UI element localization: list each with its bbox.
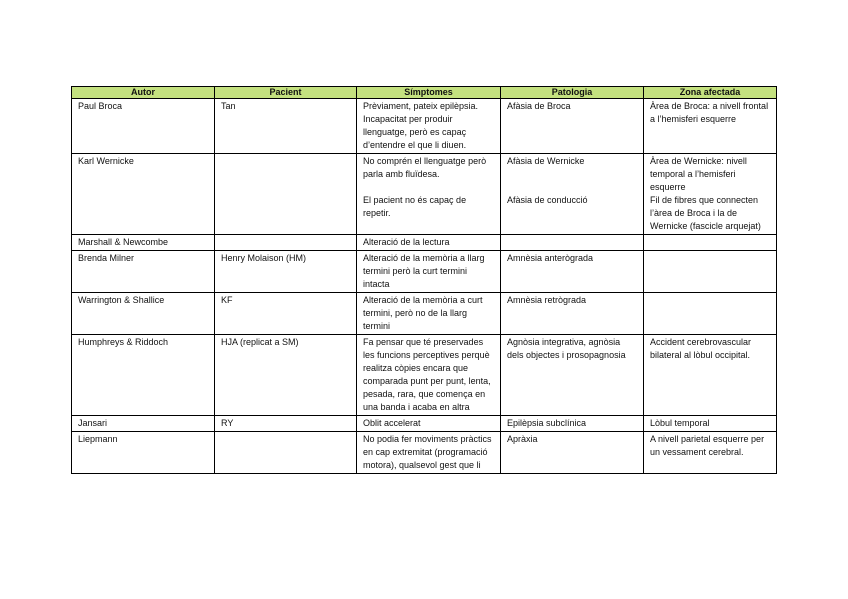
- cell-patologia: Amnèsia retrògrada: [501, 293, 644, 335]
- cell-autor: Warrington & Shallice: [72, 293, 215, 335]
- cell-pacient: [215, 432, 357, 474]
- cell-zona: [644, 293, 777, 335]
- cell-autor: Paul Broca: [72, 99, 215, 154]
- table-row: [72, 416, 777, 432]
- table-row: [72, 335, 777, 416]
- table-row: [72, 432, 777, 474]
- cell-simptomes: Alteració de la lectura: [357, 235, 501, 251]
- cell-zona: Lòbul temporal: [644, 416, 777, 432]
- header-autor: Autor: [72, 87, 215, 99]
- cell-autor: Humphreys & Riddoch: [72, 335, 215, 416]
- cell-pacient: HJA (replicat a SM): [215, 335, 357, 416]
- cell-zona: [644, 235, 777, 251]
- cell-patologia: Afàsia de Broca: [501, 99, 644, 154]
- cell-zona: [644, 251, 777, 293]
- cell-patologia: Amnèsia anterògrada: [501, 251, 644, 293]
- cell-autor: Brenda Milner: [72, 251, 215, 293]
- cell-zona: Àrea de Broca: a nivell frontal a l’hemisferi esquerre: [644, 99, 777, 154]
- cell-simptomes: Oblit accelerat: [357, 416, 501, 432]
- cell-simptomes: No podia fer moviments pràctics en cap extremitat (programació motora), qualsevol gest que li: [357, 432, 501, 474]
- cell-simptomes: Prèviament, pateix epilèpsia. Incapacitat per produir llenguatge, però es capaç d’entendre el que li diuen.: [357, 99, 501, 154]
- cell-zona: A nivell parietal esquerre per un vessament cerebral.: [644, 432, 777, 474]
- cell-simptomes: Alteració de la memòria a curt termini, però no de la llarg termini: [357, 293, 501, 335]
- cell-pacient: RY: [215, 416, 357, 432]
- cell-simptomes: Fa pensar que té preservades les funcions perceptives perquè realitza còpies encara que comparada punt per punt, lenta, pesada, rara, que comença en una banda i acaba en altra: [357, 335, 501, 416]
- cell-patologia: [501, 235, 644, 251]
- cell-pacient: Henry Molaison (HM): [215, 251, 357, 293]
- cell-simptomes: Alteració de la memòria a llarg termini però la curt termini intacta: [357, 251, 501, 293]
- cell-zona: Accident cerebrovascular bilateral al lòbul occipital.: [644, 335, 777, 416]
- cell-patologia: Apràxia: [501, 432, 644, 474]
- cell-autor: Liepmann: [72, 432, 215, 474]
- table-row: [72, 293, 777, 335]
- cell-autor: Karl Wernicke: [72, 154, 215, 235]
- header-patologia: Patologia: [501, 87, 644, 99]
- cell-autor: Marshall & Newcombe: [72, 235, 215, 251]
- header-zona-afectada: Zona afectada: [644, 87, 777, 99]
- header-simptomes: Símptomes: [357, 87, 501, 99]
- cell-patologia: Agnòsia integrativa, agnòsia dels objectes i prosopagnosia: [501, 335, 644, 416]
- cell-simptomes: No comprén el llenguatge però parla amb fluïdesa. El pacient no és capaç de repetir.: [357, 154, 501, 235]
- table-row: [72, 154, 777, 235]
- cell-zona: Àrea de Wernicke: nivell temporal a l’hemisferi esquerre Fil de fibres que connecten l’àrea de Broca i la de Wernicke (fascicle arquejat): [644, 154, 777, 235]
- cell-autor: Jansari: [72, 416, 215, 432]
- cell-pacient: Tan: [215, 99, 357, 154]
- cell-pacient: KF: [215, 293, 357, 335]
- cell-pacient: [215, 154, 357, 235]
- table-row: [72, 235, 777, 251]
- table-row: [72, 251, 777, 293]
- table-row: [72, 99, 777, 154]
- cell-pacient: [215, 235, 357, 251]
- cell-patologia: Epilèpsia subclínica: [501, 416, 644, 432]
- authors-patients-table: [71, 86, 777, 474]
- header-pacient: Pacient: [215, 87, 357, 99]
- table-header-row: [72, 87, 777, 99]
- cell-patologia: Afàsia de Wernicke Afàsia de conducció: [501, 154, 644, 235]
